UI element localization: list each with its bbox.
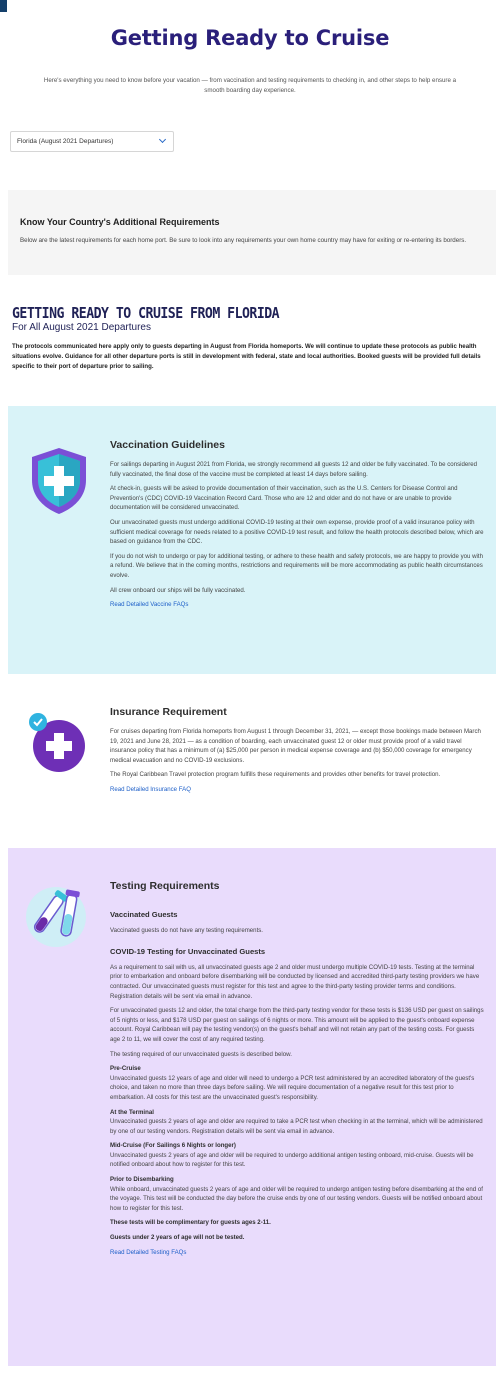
testing-panel: [8, 848, 496, 1366]
corner-accent: [0, 0, 7, 12]
insurance-faq-link[interactable]: Read Detailed Insurance FAQ: [110, 785, 191, 793]
departure-port-select[interactable]: [10, 131, 174, 152]
step-text: Unvaccinated guests 12 years of age and older will need to undergo a PCR test administered by an accredited laboratory of the guest's choice, and taken no more than three days before sailing. We will require documentation of a negative result for this test prior to embarkation. All costs for this test are the unvaccinated guest's responsibility.: [110, 1074, 475, 1101]
vaccination-paragraph: If you do not wish to undergo or pay for additional testing, or adhere to these health and safety protocols, we are happy to provide you with a refund. We believe that in the coming months, restrictions and requirements will be more accommodating as public health circumstances evolve.: [110, 552, 483, 579]
select-value: Florida (August 2021 Departures): [17, 138, 114, 145]
insurance-panel: [8, 688, 496, 834]
page-title: Getting Ready to Cruise: [110, 26, 390, 50]
testing-paragraph: As a requirement to sail with us, all unvaccinated guests age 2 and older must undergo multiple COVID-19 tests. Testing at the terminal prior to embarkation and onboard before disembarking will be conducted by licensed and accredited third-party testing providers we have contracted. Our unvaccinated guests must register for this test and agree to the third-party testing provider terms and conditions. Registration details will be sent via email in advance.: [110, 963, 480, 1000]
vaccinated-guests-text: Vaccinated guests do not have any testing requirements.: [110, 926, 264, 934]
vaccination-panel: [8, 406, 496, 674]
insurance-title: Insurance Requirement: [110, 706, 227, 718]
step-title: At the Terminal: [110, 1108, 154, 1116]
testing-faq-link[interactable]: Read Detailed Testing FAQs: [110, 1248, 187, 1256]
testing-body: [110, 910, 484, 1262]
unvaccinated-testing-title: COVID-19 Testing for Unvaccinated Guests: [110, 947, 266, 957]
cruise-subheading: For All August 2021 Departures: [12, 322, 151, 333]
step-text: Unvaccinated guests 2 years of age and older will be required to undergo additional antigen testing onboard, mid-cruise. Guests will be notified onboard about how to register for this test.: [110, 1151, 474, 1169]
under-two-note: Guests under 2 years of age will not be tested.: [110, 1234, 245, 1242]
cruise-heading: GETTING READY TO CRUISE FROM FLORIDA: [12, 304, 280, 322]
complimentary-note: These tests will be complimentary for guests ages 2-11.: [110, 1219, 271, 1227]
cruise-description: The protocols communicated here apply only to guests departing in August from Florida homeports. We will continue to update these protocols as public health situations evolve. Guidance for all other departure ports is still in development with federal, state and local authorities. Booked guests will be provided full details specific to their port of departure prior to sailing.: [12, 343, 481, 370]
chevron-down-icon: [159, 136, 166, 143]
vaccination-paragraph: All crew onboard our ships will be fully vaccinated.: [110, 586, 246, 594]
test-tubes-icon: [22, 884, 90, 950]
page-intro: Here's everything you need to know before your vacation — from vaccination and testing requirements to checking in, and other steps to help ensure a smooth boarding day experience.: [43, 77, 457, 94]
vaccination-body: [110, 460, 484, 615]
insurance-paragraph: The Royal Caribbean Travel protection program fulfills these requirements and provides other benefits for travel protection.: [110, 771, 441, 779]
insurance-body: [110, 727, 484, 800]
shield-plus-icon: [28, 446, 90, 516]
insurance-paragraph: For cruises departing from Florida homeports from August 1 through December 31, 2021, — except those bookings made between March 19, 2021 and June 28, 2021 — as a condition of boarding, each unvaccinated guest 12 or older must provide proof of a valid travel insurance policy that has a minimum of (a) $25,000 per person in medical expense coverage and (b) $50,000 coverage for emergency medical evacuation and no COVID-19 exclusions.: [110, 728, 481, 764]
requirements-text: Below are the latest requirements for each home port. Be sure to look into any requirements your own home country may have for exiting or re-entering its borders.: [20, 237, 467, 244]
step-title: Mid-Cruise (For Sailings 6 Nights or longer): [110, 1142, 236, 1150]
vaccination-paragraph: For sailings departing in August 2021 from Florida, we strongly recommend all guests 12 and older be fully vaccinated. To be considered fully vaccinated, the final dose of the vaccine must be completed at least 14 days before sailing.: [110, 461, 478, 478]
step-title: Pre-Cruise: [110, 1065, 141, 1073]
step-title: Prior to Disembarking: [110, 1176, 174, 1184]
step-text: While onboard, unvaccinated guests 2 years of age and older will be required to undergo antigen testing before disembarking at the end of the voyage. This test will be conducted the day before the cruise ends by one of our testing vendors. Guests will be notified onboard about how to register for this test.: [110, 1185, 483, 1212]
vaccination-paragraph: At check-in, guests will be asked to provide documentation of their vaccination, such as the U.S. Centers for Disease Control and Prevention's (CDC) COVID-19 Vaccination Record Card. Those who are 12 and older and do not have or are unable to provide documentation will be considered unvaccinated.: [110, 485, 458, 512]
vaccinated-guests-title: Vaccinated Guests: [110, 910, 178, 919]
country-requirements-box: [8, 190, 496, 275]
medical-cross-icon: [28, 712, 88, 774]
vaccination-paragraph: Our unvaccinated guests must undergo additional COVID-19 testing at their own expense, provide proof of a valid insurance policy with sufficient medical coverage for needs related to a positive COVID-19 test result, and follow the health protocols described below, which are based on guidance from the CDC.: [110, 518, 484, 546]
step-text: Unvaccinated guests 2 years of age and older are required to take a PCR test when checking in at the terminal, which will be administered by one of our testing vendors. Registration details will be sent via email in advance.: [110, 1118, 483, 1135]
vaccine-faq-link[interactable]: Read Detailed Vaccine FAQs: [110, 601, 189, 609]
vaccination-title: Vaccination Guidelines: [110, 439, 225, 451]
testing-paragraph: For unvaccinated guests 12 and older, the total charge from the third-party testing vendor for these tests is $136 USD per guest on sailings of 5 nights or less, and $178 USD per guest on sailings of 6 nights or more. This amount will be applied to the guest's onboard expense account. Royal Caribbean will pay the testing vendor(s) on the guest's behalf and will not retain any part of the testing costs. For guests age 2 to 11, we will cover the cost of any required testing.: [110, 1007, 484, 1043]
testing-title: Testing Requirements: [110, 880, 220, 892]
requirements-title: Know Your Country's Additional Requirements: [20, 217, 220, 227]
testing-paragraph: The testing required of our unvaccinated guests is described below.: [110, 1050, 292, 1058]
